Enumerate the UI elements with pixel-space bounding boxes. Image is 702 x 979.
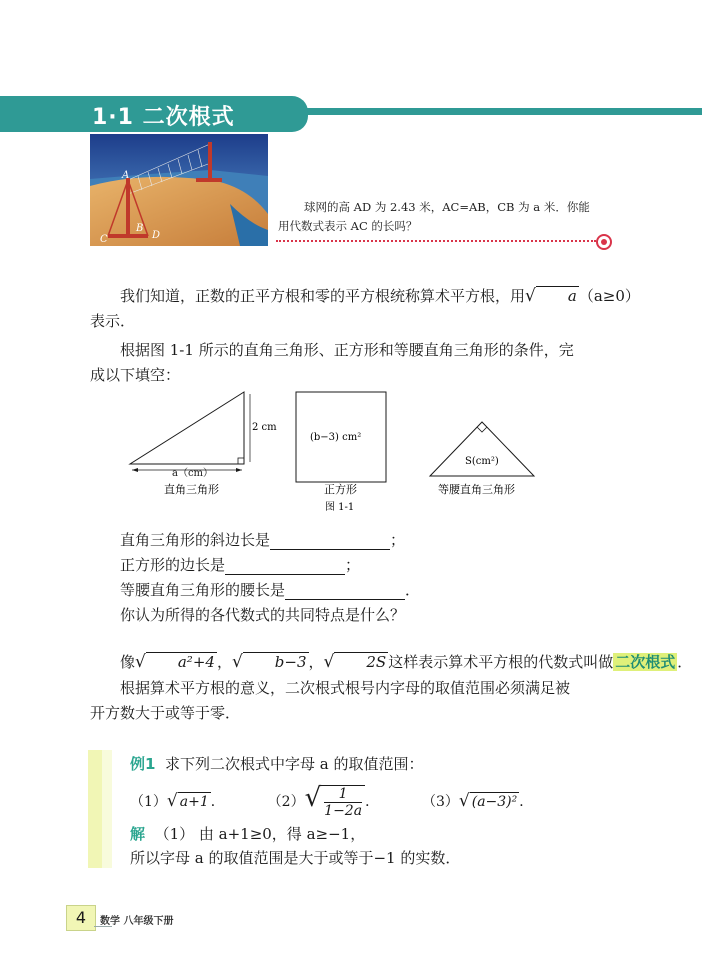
paragraph-line: 成以下填空： [90,366,181,384]
point-c-label: C [100,234,108,245]
iso-area-label: S(cm²) [465,456,499,467]
fill-q1: 直角三角形的斜边长是 ； [120,531,406,549]
intro-question: 球网的高 AD 为 2.43 米，AC=AB，CB 为 a 米．你能用代数式表示 AC 的长吗？ [278,200,590,233]
radical-icon: √ [525,286,536,306]
term-highlight: 二次根式 [615,653,676,671]
figure-1-1 [120,388,550,513]
paragraph-line: 开方数大于或等于零． [90,704,241,722]
definition-paragraph-2: 根据算术平方根的意义，二次根式根号内字母的取值范围必须满足被 [120,679,571,697]
paragraph-line: 表示． [90,312,136,330]
answer-blank[interactable] [285,583,405,600]
volleyball-net-illustration [90,134,268,246]
target-icon [596,234,612,250]
square-area-label: (b−3) cm² [310,432,362,443]
example-title: 例1 求下列二次根式中字母 a 的取值范围： [130,755,424,773]
fill-q3: 等腰直角三角形的腰长是 ． [120,581,421,599]
solution-line-1: 解 （1） 由 a+1≥0，得 a≥−1， [130,825,366,843]
solution-line-2: 所以字母 a 的取值范围是大于或等于−1 的实数． [130,849,461,867]
iso-caption: 等腰直角三角形 [438,483,515,496]
figure-caption: 图 1-1 [325,502,355,513]
answer-blank[interactable] [225,558,345,575]
section-title: 1·1 二次根式 [92,105,235,130]
paragraph-arithmetic-root: 我们知道，正数的正平方根和零的平方根统称算术平方根，用√ a （a≥0） [120,286,640,306]
point-a-label: A [122,170,130,181]
fill-q4: 你认为所得的各代数式的共同特点是什么？ [120,606,406,624]
page-number: 4 [66,905,96,931]
book-title: 数学 八年级下册 [100,916,174,927]
paragraph-figure-intro: 根据图 1-1 所示的直角三角形、正方形和等腰直角三角形的条件，完 [120,341,574,359]
definition-paragraph: 像√ a²+4 ，√ b−3 ，√ 2S 这样表示算术平方根的代数式叫做 二次根式 ． [120,652,693,672]
fill-q2: 正方形的边长是 ； [120,556,361,574]
example-margin-bar [88,750,102,868]
triangle-height-label: 2 cm [252,422,277,433]
answer-blank[interactable] [270,533,390,550]
point-d-label: D [152,230,161,241]
dotted-divider [276,240,596,242]
example-items: （1）√ a+1 ． （2）√ $\frac{1}{1-2a}$ ． （3）√ (a−3)² ． [130,783,534,819]
example-margin-bar [102,750,112,868]
isosceles-right-triangle [430,422,534,476]
point-b-label: B [136,223,144,234]
triangle-caption: 直角三角形 [164,483,219,496]
triangle-base-label: a（cm） [172,468,214,479]
square-caption: 正方形 [324,483,357,496]
right-triangle [130,392,244,464]
